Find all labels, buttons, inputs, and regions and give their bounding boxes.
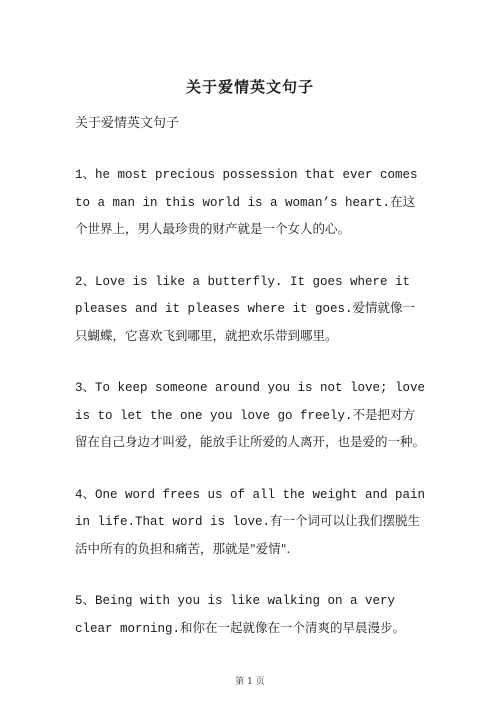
paragraph-3-chinese: 不是把对方留在自己身边才叫爱，能放手让所爱的人离开，也是爱的一种。 <box>75 406 426 449</box>
paragraph-1-english: 1、he most precious possession that ever comes to a man in this world is a woman’s heart. <box>75 168 418 210</box>
paragraph-3 <box>75 376 427 457</box>
paragraph-1-chinese: 在这个世界上，男人最珍贵的财产就是一个女人的心。 <box>75 193 416 236</box>
paragraph-4-chinese: 有一个词可以让我们摆脱生活中所有的负担和痛苦，那就是"爱情". <box>75 513 421 556</box>
paragraph-4-english: 4、One word frees us of all the weight and pain in life.That word is love. <box>75 487 426 529</box>
paragraph-5-english: 5、Being with you is like walking on a very clear morning. <box>75 594 396 636</box>
paragraph-5 <box>75 589 427 642</box>
paragraph-list <box>75 163 427 668</box>
page-number: 第 1 页 <box>235 677 265 687</box>
page-subtitle: 关于爱情英文句子 <box>75 116 180 131</box>
paragraph-2-chinese: 爱情就像一只蝴蝶，它喜欢飞到哪里，就把欢乐带到哪里。 <box>75 300 416 343</box>
paragraph-2-english: 2、Love is like a butterfly. It goes where it pleases and it pleases where it goes. <box>75 274 411 316</box>
paragraph-3-english: 3、To keep someone around you is not love; love is to let the one you love go freely. <box>75 381 426 423</box>
paragraph-2 <box>75 270 427 351</box>
paragraph-1 <box>75 163 427 244</box>
paragraph-4 <box>75 483 427 564</box>
page-title: 关于爱情英文句子 <box>185 78 314 96</box>
paragraph-5-chinese: 和你在一起就像在一个清爽的早晨漫步。 <box>180 619 406 635</box>
